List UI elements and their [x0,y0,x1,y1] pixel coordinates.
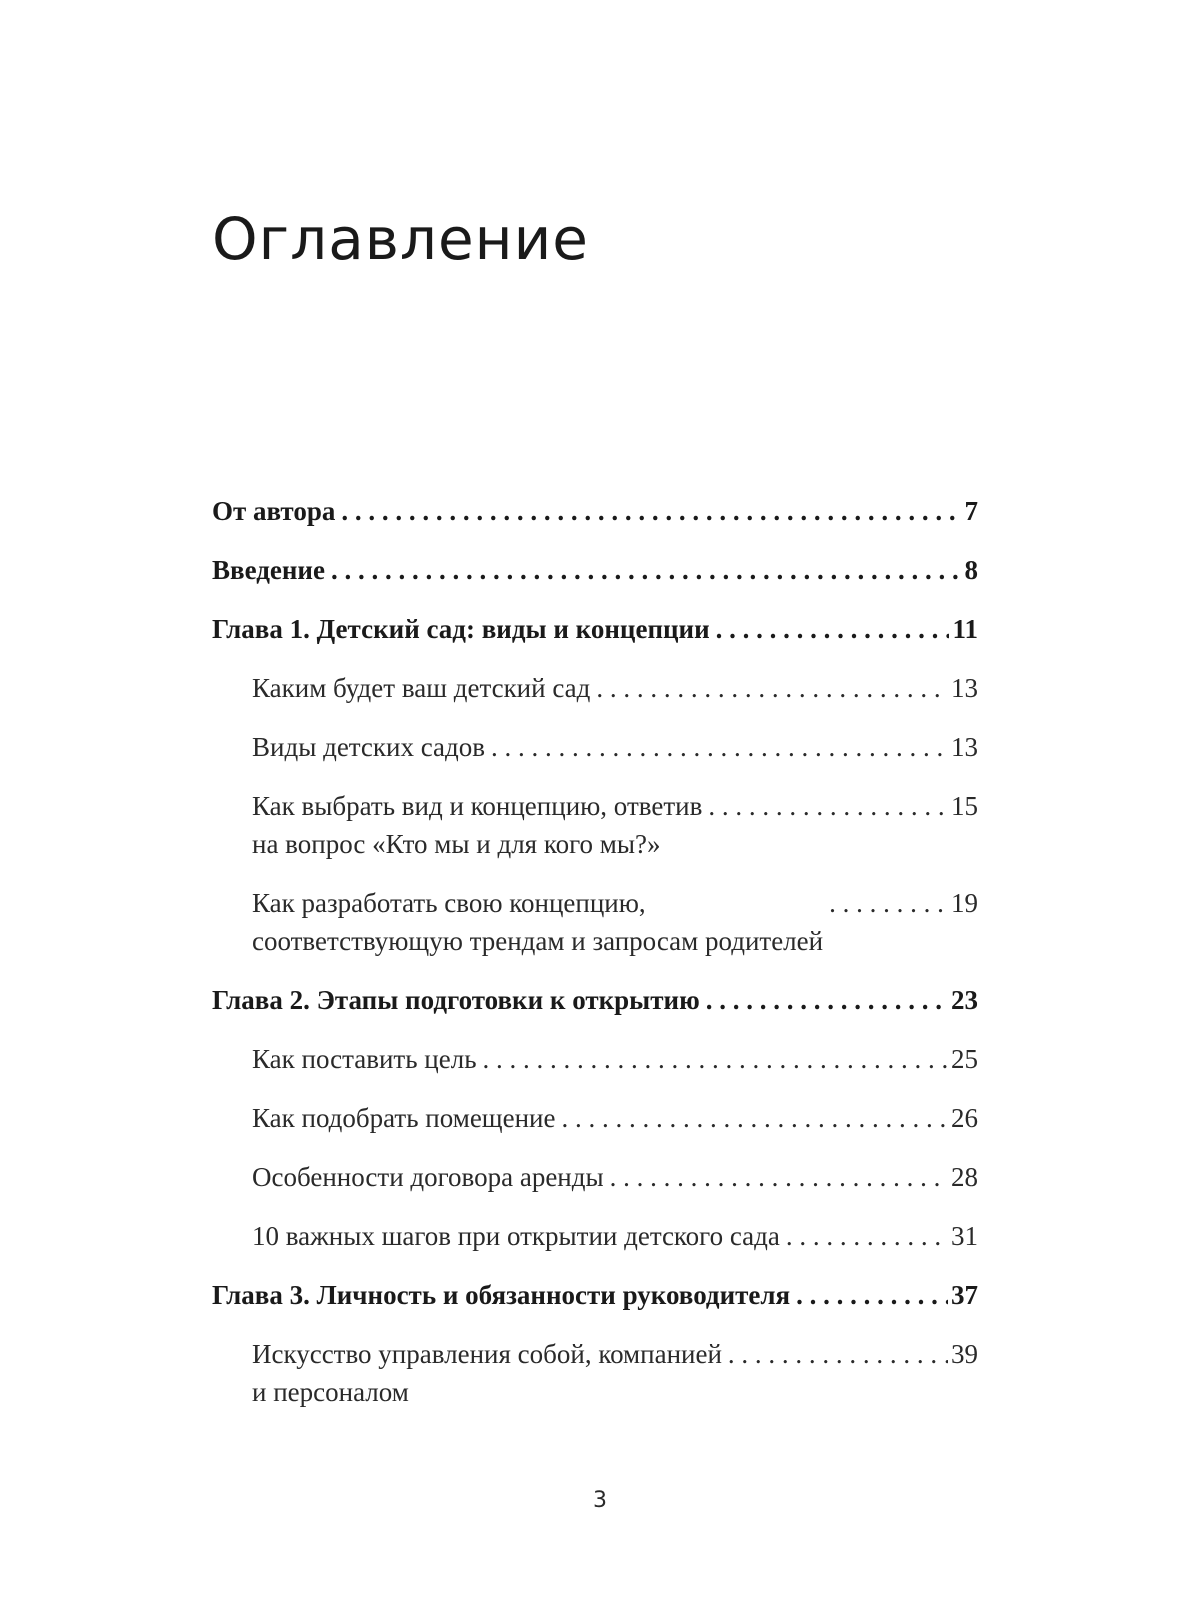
toc-entry-text: Виды детских садов [252,732,486,762]
toc-entry-page: 19 [951,888,978,918]
toc-entry-page: 8 [964,555,978,585]
dot-leader [483,1040,948,1078]
toc-entry-page: 23 [951,985,978,1015]
toc-entry-text: Глава 2. Этапы подготовки к открытию [212,985,700,1015]
toc-entry-text: 10 важных шагов при открытии детского сада [252,1221,780,1251]
dot-leader [786,1217,948,1255]
toc-entry-text: Особенности договора аренды [252,1162,604,1192]
dot-leader [610,1158,948,1196]
toc-entry-text: Как поставить цель [252,1044,477,1074]
toc-entry-text: Каким будет ваш детский сад [252,673,591,703]
toc-entry-section[interactable] [212,1335,978,1411]
toc-entry-section[interactable] [212,1217,978,1255]
toc-entry-section[interactable] [212,1158,978,1196]
toc-entry-text: Как разработать свою концепцию, соответствующую трендам и запросам родителей [252,888,824,956]
toc-entry-section[interactable] [212,669,978,707]
toc-entry-chapter-2[interactable] [212,981,978,1019]
toc-entry-page: 11 [952,614,978,644]
toc-entry-section[interactable] [212,728,978,766]
toc-entry-page: 13 [951,673,978,703]
dot-leader [561,1099,948,1137]
dot-leader [341,492,961,530]
toc-entry-page: 31 [951,1221,978,1251]
dot-leader [796,1276,948,1314]
toc-entry-page: 28 [951,1162,978,1192]
dot-leader [491,728,948,766]
toc-entry-chapter-1[interactable] [212,610,978,648]
toc-entry-text: Введение [212,555,325,585]
toc-entry-page: 39 [951,1339,978,1369]
toc-entry-introduction[interactable] [212,551,978,589]
dot-leader [331,551,962,589]
toc-entry-chapter-3[interactable] [212,1276,978,1314]
toc-entry-page: 7 [964,496,978,526]
toc-entry-text: От автора [212,496,336,526]
dot-leader [708,787,948,825]
dot-leader [716,610,950,648]
dot-leader [706,981,948,1019]
toc-entry-page: 37 [951,1280,978,1310]
toc-entry-page: 13 [951,732,978,762]
page-number: 3 [593,1488,607,1513]
toc-entry-section[interactable] [212,884,978,960]
dot-leader [596,669,948,707]
toc-entry-page: 15 [951,791,978,821]
toc-entry-text: Как подобрать помещение [252,1103,556,1133]
toc-entry-text: Глава 3. Личность и обязанности руководителя [212,1280,791,1310]
toc-entry-text: Глава 1. Детский сад: виды и концепции [212,614,710,644]
toc-entry-page: 25 [951,1044,978,1074]
toc-entry-text: Как выбрать вид и концепцию, ответив на вопрос «Кто мы и для кого мы?» [252,791,703,859]
toc-entry-from-author[interactable] [212,492,978,530]
toc-entry-section[interactable] [212,787,978,863]
dot-leader [829,884,948,922]
toc-entry-section[interactable] [212,1040,978,1078]
toc-entry-section[interactable] [212,1099,978,1137]
table-of-contents [212,492,978,1432]
page-title: Оглавление [212,205,589,273]
toc-entry-text: Искусство управления собой, компанией и персоналом [252,1339,722,1407]
toc-entry-page: 26 [951,1103,978,1133]
dot-leader [728,1335,948,1373]
